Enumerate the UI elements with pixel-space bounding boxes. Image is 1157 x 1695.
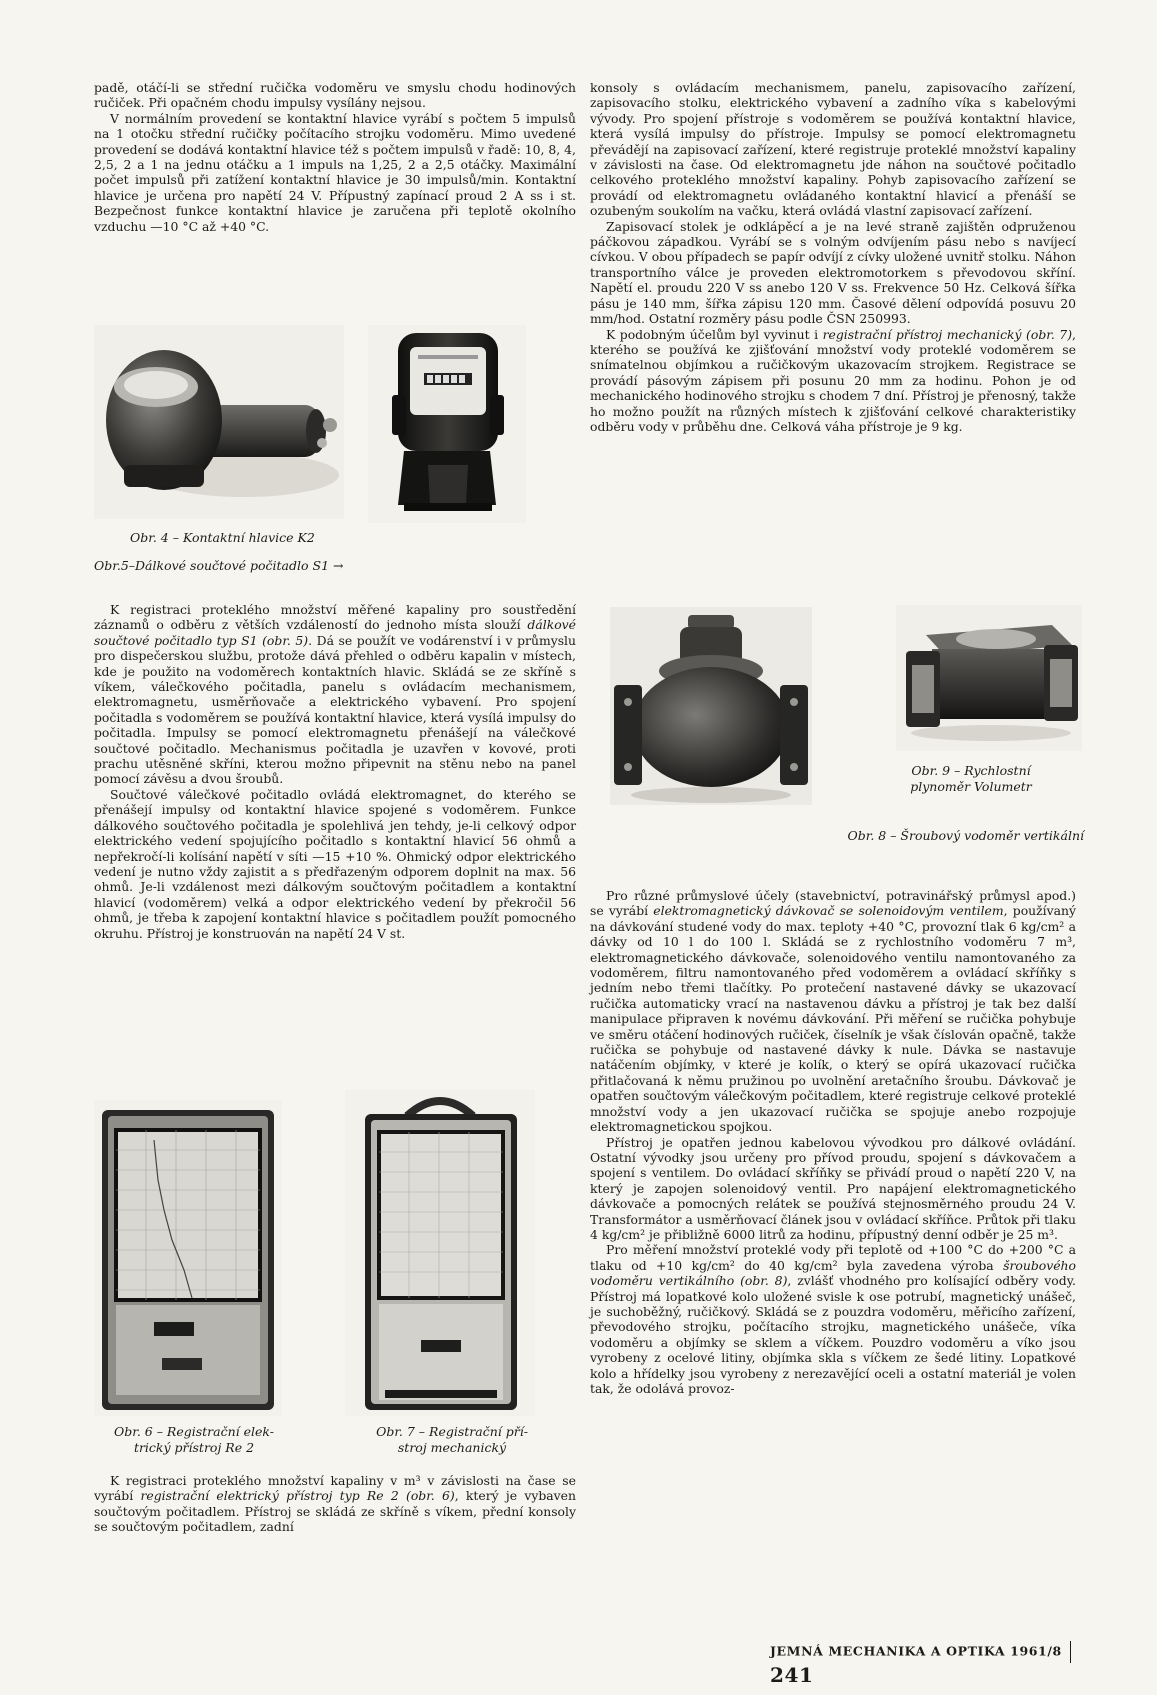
- figure-7-caption: Obr. 7 – Registrační pří- stroj mechanický: [376, 1424, 528, 1455]
- figure-4-contact-head-photo: [94, 325, 344, 519]
- figure-6-caption: Obr. 6 – Registrační elek- trický přístroj Re 2: [113, 1424, 275, 1455]
- figure-8-caption: Obr. 8 – Šroubový vodoměr vertikální: [847, 828, 1084, 843]
- paragraph: K registraci proteklého množství kapaliny v m³ v závislosti na čase se vyrábí registrační elektrický přístroj typ Re 2 (obr. 6), který je vybaven součtovým počitadlem. Přístroj se skládá ze skříně s víkem, přední konsoly se součtovým počitadlem, zadní: [94, 1473, 576, 1535]
- figure-5-caption: Obr.5–Dálkové součtové počitadlo S1 →: [94, 558, 344, 573]
- figure-6-electric-recorder-photo: [94, 1100, 282, 1416]
- figure-9-caption: Obr. 9 – Rychlostní plynoměr Volumetr: [910, 763, 1032, 794]
- paragraph: Pro měření množství proteklé vody při teplotě od +100 °C do +200 °C a tlaku od +10 kg/cm² do 40 kg/cm² byla zavedena výroba šroubového vodoměru vertikálního (obr. 8), zvlášť vhodného pro kolísající odběry vody. Přístroj má lopatkové kolo uložené svisle k ose potrubí, magnetický unášeč, je suchoběžný, ručičkový. Skládá se z pouzdra vodoměru, měřicího zařízení, převodového strojku, počítacího strojku, magnetického unášeče, víka vodoměru a objímky se sklem a víčkem. Pouzdro vodoměru a víko jsou vyrobeny z ocelové litiny, objímka skla s víčkem ze šedé litiny. Lopatkové kolo a hřídelky jsou vyrobeny z nerezavějící oceli a ostatní materiál je volen tak, že odolává provoz-: [590, 1242, 1076, 1396]
- figure-7-mechanical-recorder-photo: [345, 1090, 535, 1416]
- figure-5-remote-counter-photo: [368, 325, 526, 523]
- paragraph: Zapisovací stolek je odklápěcí a je na levé straně zajištěn odpruženou páčkovou západkou. Vyrábí se s volným odvíjením pásu nebo s navíjecí cívkou. V obou případech se papír odvíjí z cívky uložené uvnitř stolku. Náhon transportního válce je proveden elektromotorkem s převodovou skříní. Napětí el. proudu 220 V ss anebo 120 V ss. Frekvence 50 Hz. Celková šířka pásu je 140 mm, šířka zápisu 120 mm. Časové dělení odpovídá posuvu 20 mm/hod. Ostatní rozměry pásu podle ČSN 250993.: [590, 218, 1076, 327]
- paragraph: K podobným účelům byl vyvinut i registrační přístroj mechanický (obr. 7), kterého se používá ke zjišťování množství vody proteklé vodoměrem se snímatelnou objímkou a ručičkovým ukazovacím strojkem. Registrace se provádí pásovým zápisem při posunu 20 mm za hodinu. Pohon je od mechanického hodinového strojku s chodem 7 dní. Přístroj je přenosný, takže ho možno použít na různých místech k zjišťování celkové charakteristiky odběru vody v průběhu dne. Celková váha přístroje je 9 kg.: [590, 326, 1076, 434]
- figure-4-caption: Obr. 4 – Kontaktní hlavice K2: [130, 530, 315, 545]
- paragraph: V normálním provedení se kontaktní hlavice vyrábí s počtem 5 impulsů na 1 otočku střední ručičky počítacího strojku vodoměru. Mimo uvedené provedení se dodává kontaktní hlavice též s počtem impulsů v řadě: 10, 8, 4, 2,5, 2 a 1 na jednu otáčku a 1 impuls na 1,25, 2 a 2,5 otáčky. Maximální počet impulsů při zatížení kontaktní hlavice je 30 impulsů/min. Kontaktní hlavice je určena pro napětí 24 V. Přípustný zapínací proud 2 A ss i st. Bezpečnost funkce kontaktní hlavice je zaručena při teplotě okolního vzduchu —10 °C až +40 °C.: [94, 110, 576, 234]
- right-column-top: [590, 80, 1076, 434]
- figure-8-screw-water-meter-photo: [610, 607, 812, 805]
- paragraph: Přístroj je opatřen jednou kabelovou vývodkou pro dálkové ovládání. Ostatní vývodky jsou určeny pro přívod proudu, spojení s dávkovačem a spojení s ventilem. Do ovládací skříňky se přivádí proud o napětí 220 V, na který je zapojen solenoidový ventil. Pro napájení elektromagnetického dávkovače a pomocných relátek se používá stejnosměrného proudu 24 V. Transformátor a usměrňovací článek jsou v ovládací skříňce. Průtok při tlaku 4 kg/cm² je přibližně 6000 litrů za hodinu, přípustný denní odběr je 25 m³.: [590, 1134, 1076, 1242]
- page-footer: [770, 1641, 1080, 1687]
- left-column-bottom: [94, 1473, 576, 1535]
- page-number: 241: [770, 1663, 814, 1687]
- left-column-top: [94, 80, 576, 234]
- paragraph: Pro různé průmyslové účely (stavebnictví, potravinářský průmysl apod.) se vyrábí elektromagnetický dávkovač se solenoidovým ventilem, používaný na dávkování studené vody do max. teploty +40 °C, provozní tlak 6 kg/cm² a dávky od 10 l do 100 l. Skládá se z rychlostního vodoměru 7 m³, elektromagnetického dávkovače, solenoidového ventilu namontovaného za vodoměrem, filtru namontovaného před vodoměrem a ovládací skříňky s jedním nebo třemi tlačítky. Po protečení nastavené dávky se ukazovací ručička automaticky vrací na nastavenou dávku a přístroj je tak bez další manipulace připraven k novému dávkování. Při měření se ručička pohybuje ve směru otáčení hodinových ručiček, číselník je však číslován opačně, takže ručička se pohybuje od nastavené dávky k nule. Dávka se nastavuje natáčením objímky, v které je kolík, o který se opírá ukazovací ručička přitlačovaná k němu pružinou po uvolnění aretačního šroubu. Dávkovač je opatřen součtovým válečkovým počitadlem, které registruje celkové proteklé množství vody a jen ukazovací ručička se spojuje anebo rozpojuje elektromagnetickou spojkou.: [590, 888, 1076, 1135]
- figure-9-gas-meter-photo: [896, 605, 1082, 751]
- right-column-middle: [590, 888, 1076, 1396]
- journal-title: JEMNÁ MECHANIKA A OPTIKA 1961/8: [770, 1643, 1062, 1659]
- paragraph: padě, otáčí-li se střední ručička vodoměru ve smyslu chodu hodinových ručiček. Při opačném chodu impulsy vysílány nejsou.: [94, 80, 576, 111]
- left-column-middle: [94, 602, 576, 941]
- paragraph: Součtové válečkové počitadlo ovládá elektromagnet, do kterého se přenášejí impulsy od kontaktní hlavice spojené s vodoměrem. Funkce dálkového součtového počitadla je spolehlivá jen tehdy, je-li celkový odpor elektrického vedení spojujícího počitadlo s kontaktní hlavicí 56 ohmů a nepřekročí-li kolísání napětí v síti —15 +10 %. Ohmický odpor elektrického vedení je nutno vždy zajistit a s předřazeným odporem doplnit na max. 56 ohmů. Je-li vzdálenost mezi dálkovým součtovým počitadlem a kontaktní hlavicí (vodoměrem) velká a odpor elektrického vedení by překročil 56 ohmů, je třeba k zapojení kontaktní hlavice s počitadlem použít pomocného okruhu. Přístroj je konstruován na napětí 24 V st.: [94, 786, 576, 941]
- paragraph: konsoly s ovládacím mechanismem, panelu, zapisovacího zařízení, zapisovacího stolku, elektrického vybavení a zadního víka s kabelovými vývody. Pro spojení přístroje s vodoměrem se používá kontaktní hlavice, která vysílá impulsy do přístroje. Impulsy se pomocí elektromagnetu převádějí na zapisovací zařízení, které registruje proteklé množství kapaliny v závislosti na čase. Od elektromagnetu jde náhon na součtové počitadlo celkového proteklého množství kapaliny. Pohyb zapisovacího zařízení se provádí od elektromagnetu ovládaného kontaktní hlavicí a přenáší se ozubeným soukolím na vačku, která ovládá vlastní zapisovací zařízení.: [590, 80, 1076, 219]
- paragraph: K registraci proteklého množství měřené kapaliny pro soustředění záznamů o odběru z větších vzdáleností do jednoho místa slouží dálkové součtové počitadlo typ S1 (obr. 5). Dá se použít ve vodárenství i v průmyslu pro dispečerskou službu, protože dává přehled o odběru kapalin v místech, kde je použito na vodoměrech kontaktních hlavic. Skládá se ze skříně s víkem, válečkového počitadla, panelu s ovládacím mechanismem, elektromagnetu, usměrňovače a elektrického vybavení. Pro spojení počitadla s vodoměrem se používá kontaktní hlavice, která vysílá impulsy do počitadla. Impulsy se pomocí elektromagnetu přenášejí na válečkové součtové počitadlo. Mechanismus počitadla je uzavřen v kovové, proti prachu utěsněné skříni, kterou možno připevnit na stěnu nebo na panel pomocí závěsu a dvou šroubů.: [94, 602, 576, 787]
